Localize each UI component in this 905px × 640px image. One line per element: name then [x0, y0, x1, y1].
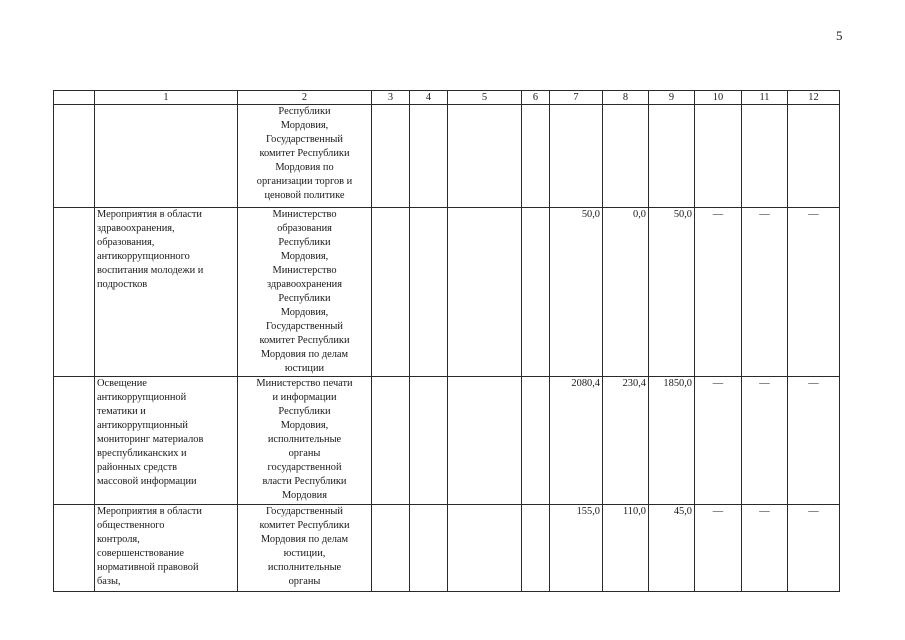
col3-cell	[372, 105, 410, 208]
col6-cell	[522, 505, 550, 592]
col5-cell	[448, 505, 522, 592]
col4-cell	[410, 505, 448, 592]
total-cell: 155,0	[550, 505, 603, 592]
table-row	[54, 208, 840, 377]
col11-cell: —	[742, 208, 788, 377]
executor-cell: Республики Мордовия, Государственный комитет Республики Мордовия по организации торгов и ценовой политике	[238, 105, 372, 208]
col4-cell	[410, 208, 448, 377]
row-index-cell	[54, 377, 95, 505]
row-index-cell	[54, 105, 95, 208]
header-cell: 7	[550, 91, 603, 105]
col5-cell	[448, 208, 522, 377]
executor-cell: Министерство печати и информации Республики Мордовия, исполнительные органы государственной власти Республики Мордовия	[238, 377, 372, 505]
col11-cell	[742, 105, 788, 208]
header-cell	[54, 91, 95, 105]
activity-cell	[95, 105, 238, 208]
col9-cell: 50,0	[649, 208, 695, 377]
col12-cell: —	[788, 505, 840, 592]
table-row	[54, 105, 840, 208]
col12-cell: —	[788, 377, 840, 505]
header-cell: 12	[788, 91, 840, 105]
table-row	[54, 505, 840, 592]
col12-cell: —	[788, 208, 840, 377]
col12-cell	[788, 105, 840, 208]
header-cell: 9	[649, 91, 695, 105]
col3-cell	[372, 505, 410, 592]
col3-cell	[372, 377, 410, 505]
page-number: 5	[836, 28, 843, 43]
col5-cell	[448, 377, 522, 505]
col6-cell	[522, 208, 550, 377]
header-cell: 4	[410, 91, 448, 105]
col10-cell: —	[695, 505, 742, 592]
header-cell: 3	[372, 91, 410, 105]
header-cell: 1	[95, 91, 238, 105]
executor-cell: Министерство образования Республики Мордовия, Министерство здравоохранения Республики Мордовия, Государственный комитет Республики Мордовия по делам юстиции	[238, 208, 372, 377]
row-index-cell	[54, 208, 95, 377]
total-cell	[550, 105, 603, 208]
col4-cell	[410, 105, 448, 208]
col8-cell	[603, 105, 649, 208]
header-cell: 8	[603, 91, 649, 105]
header-cell: 5	[448, 91, 522, 105]
executor-cell: Государственный комитет Республики Мордовия по делам юстиции, исполнительные органы	[238, 505, 372, 592]
header-cell: 6	[522, 91, 550, 105]
header-cell: 11	[742, 91, 788, 105]
col9-cell: 45,0	[649, 505, 695, 592]
col6-cell	[522, 377, 550, 505]
activity-cell: Мероприятия в области здравоохранения, образования, антикоррупционного воспитания молодежи и подростков	[95, 208, 238, 377]
col10-cell: —	[695, 377, 742, 505]
col5-cell	[448, 105, 522, 208]
col9-cell	[649, 105, 695, 208]
activity-cell: Мероприятия в области общественного контроля, совершенствование нормативной правовой базы,	[95, 505, 238, 592]
row-index-cell	[54, 505, 95, 592]
col10-cell: —	[695, 208, 742, 377]
col8-cell: 110,0	[603, 505, 649, 592]
header-cell: 10	[695, 91, 742, 105]
table-header-row	[54, 91, 840, 105]
col11-cell: —	[742, 377, 788, 505]
table-row	[54, 377, 840, 505]
activity-cell: Освещение антикоррупционной тематики и антикоррупционный мониторинг материалов вреспубликанских и районных средств массовой информации	[95, 377, 238, 505]
col10-cell	[695, 105, 742, 208]
col6-cell	[522, 105, 550, 208]
col3-cell	[372, 208, 410, 377]
budget-table	[53, 90, 840, 592]
header-cell: 2	[238, 91, 372, 105]
total-cell: 2080,4	[550, 377, 603, 505]
col11-cell: —	[742, 505, 788, 592]
col4-cell	[410, 377, 448, 505]
col8-cell: 230,4	[603, 377, 649, 505]
col9-cell: 1850,0	[649, 377, 695, 505]
total-cell: 50,0	[550, 208, 603, 377]
col8-cell: 0,0	[603, 208, 649, 377]
